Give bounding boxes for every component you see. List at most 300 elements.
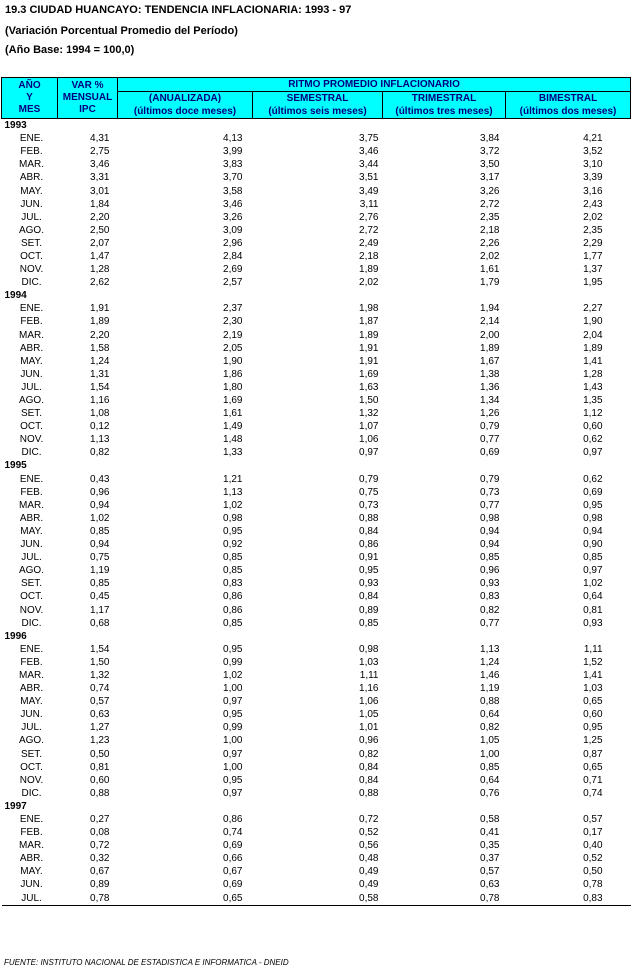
table-header: [2, 78, 631, 119]
semestral-cell: 1,11: [359, 669, 379, 681]
trimestral-cell: 0,69: [480, 447, 500, 459]
trimestral-cell: 2,18: [480, 224, 500, 236]
trimestral-cell: 2,26: [480, 237, 500, 249]
trimestral-cell: 2,00: [480, 329, 500, 341]
monthly-var-cell: 0,78: [58, 892, 118, 906]
semestral-cell: 1,91: [359, 342, 379, 354]
trimestral-cell: 0,63: [480, 879, 500, 891]
trimestral-cell: 0,76: [480, 787, 500, 799]
table-row: [2, 734, 631, 747]
monthly-var-cell: 2,20: [90, 211, 110, 223]
table-row: [2, 342, 631, 355]
month-cell: DIC.: [21, 277, 42, 289]
semestral-cell: 0,84: [359, 761, 379, 773]
trimestral-cell: 1,89: [480, 342, 500, 354]
monthly-var-cell: 0,85: [90, 578, 110, 590]
semestral-cell: 0,73: [359, 499, 379, 511]
table-row: [2, 446, 631, 459]
month-cell: AGO.: [18, 224, 44, 236]
trimestral-cell: 3,84: [480, 133, 500, 145]
table-row: [2, 695, 631, 708]
annualized-cell: 0,97: [223, 748, 243, 760]
trimestral-cell: 0,79: [480, 421, 500, 433]
trimestral-cell: 0,57: [480, 866, 500, 878]
table-row: [2, 420, 631, 433]
month-cell: AGO.: [18, 565, 44, 577]
bimestral-cell: 0,60: [583, 421, 603, 433]
month-cell: ABR.: [19, 512, 44, 524]
trimestral-cell: 0,37: [480, 853, 500, 865]
annualized-cell: 1,13: [223, 486, 243, 498]
annualized-cell: 4,13: [223, 133, 243, 145]
table-row: [2, 145, 631, 158]
table-row: [2, 577, 631, 590]
annualized-cell: 0,69: [223, 879, 243, 891]
month-cell: AGO.: [18, 735, 44, 747]
semestral-cell: 0,97: [359, 447, 379, 459]
month-cell: MAY.: [20, 866, 43, 878]
month-cell: JUN.: [20, 368, 43, 380]
monthly-var-cell: 1,02: [90, 512, 110, 524]
table-row: [2, 708, 631, 721]
header-line: IPC: [79, 104, 96, 115]
table-row: [2, 329, 631, 342]
trimestral-cell: 0,98: [480, 512, 500, 524]
semestral-cell: 1,98: [359, 303, 379, 315]
trimestral-cell: 0,88: [480, 696, 500, 708]
monthly-var-cell: 1,27: [90, 722, 110, 734]
semestral-cell: 1,89: [359, 329, 379, 341]
annualized-cell: 0,92: [223, 539, 243, 551]
annualized-cell: 0,65: [118, 892, 253, 906]
monthly-var-cell: 0,32: [90, 853, 110, 865]
semestral-cell: 1,89: [359, 264, 379, 276]
bimestral-cell: 1,25: [583, 735, 603, 747]
monthly-var-cell: 1,28: [90, 264, 110, 276]
month-cell: JUL.: [21, 381, 42, 393]
trimestral-cell: 0,77: [480, 434, 500, 446]
monthly-var-cell: 1,13: [90, 434, 110, 446]
table-row: [2, 721, 631, 734]
trimestral-cell: 3,17: [480, 172, 500, 184]
trimestral-cell: 0,73: [480, 486, 500, 498]
monthly-var-cell: 0,45: [90, 591, 110, 603]
trimestral-cell: 3,72: [480, 146, 500, 158]
semestral-cell: 2,76: [359, 211, 379, 223]
trimestral-cell: 1,79: [480, 277, 500, 289]
month-cell: MAR.: [19, 840, 44, 852]
annualized-cell: 2,57: [223, 277, 243, 289]
month-cell: JUL.: [2, 892, 58, 906]
monthly-var-cell: 0,50: [90, 748, 110, 760]
annualized-cell: 3,09: [223, 224, 243, 236]
trimestral-cell: 3,26: [480, 185, 500, 197]
month-cell: ABR.: [19, 853, 44, 865]
semestral-cell: 1,16: [359, 683, 379, 695]
trimestral-cell: 2,14: [480, 316, 500, 328]
semestral-cell: 0,96: [359, 735, 379, 747]
annualized-cell: 0,69: [223, 840, 243, 852]
bimestral-cell: 1,12: [583, 408, 603, 420]
table-row: [2, 171, 631, 184]
year-label: 1993: [4, 120, 27, 132]
trimestral-cell: 1,13: [480, 643, 500, 655]
table-row: [2, 603, 631, 616]
monthly-var-cell: 0,96: [90, 486, 110, 498]
month-cell: DIC.: [21, 617, 42, 629]
annualized-cell: 0,67: [223, 866, 243, 878]
month-cell: MAY.: [20, 696, 43, 708]
month-cell: OCT.: [20, 591, 43, 603]
header-line: AÑO: [18, 80, 41, 91]
monthly-var-cell: 1,50: [90, 656, 110, 668]
table-title: 19.3 CIUDAD HUANCAYO: TENDENCIA INFLACIONARIA: 1993 - 97: [5, 4, 352, 16]
semestral-cell: 0,84: [359, 774, 379, 786]
annualized-cell: 1,80: [223, 381, 243, 393]
annualized-cell: 1,48: [223, 434, 243, 446]
bimestral-cell: 2,04: [583, 329, 603, 341]
semestral-cell: 1,03: [359, 656, 379, 668]
monthly-var-cell: 0,43: [90, 473, 110, 485]
monthly-var-cell: 1,32: [90, 669, 110, 681]
bimestral-cell: 2,43: [583, 198, 603, 210]
header-line: Y: [26, 92, 33, 103]
semestral-cell: 0,88: [359, 512, 379, 524]
trimestral-cell: 0,41: [480, 827, 500, 839]
bimestral-cell: 0,97: [583, 565, 603, 577]
annualized-cell: 0,99: [223, 722, 243, 734]
annualized-cell: 1,02: [223, 669, 243, 681]
header-line: VAR %: [71, 80, 104, 91]
trimestral-cell: 1,61: [480, 264, 500, 276]
trimestral-cell: 2,72: [480, 198, 500, 210]
table-row: [2, 184, 631, 197]
bimestral-cell: 3,52: [583, 146, 603, 158]
trimestral-cell: 1,19: [480, 683, 500, 695]
monthly-var-cell: 1,24: [90, 355, 110, 367]
trimestral-cell: 0,85: [480, 761, 500, 773]
trimestral-cell: 1,38: [480, 368, 500, 380]
monthly-var-cell: 0,72: [90, 840, 110, 852]
table-row: [2, 774, 631, 787]
month-cell: FEB.: [20, 656, 43, 668]
annualized-cell: 1,61: [223, 408, 243, 420]
year-label: 1994: [4, 290, 27, 302]
month-cell: SET.: [20, 748, 43, 760]
header-group-rhythm: RITMO PROMEDIO INFLACIONARIO: [118, 78, 631, 92]
annualized-cell: 1,49: [223, 421, 243, 433]
annualized-cell: 2,37: [223, 303, 243, 315]
table-row: [2, 263, 631, 276]
month-cell: ABR.: [19, 683, 44, 695]
semestral-cell: 0,91: [359, 552, 379, 564]
trimestral-cell: 1,36: [480, 381, 500, 393]
bimestral-cell: 3,10: [583, 159, 603, 171]
semestral-cell: 0,95: [359, 565, 379, 577]
monthly-var-cell: 4,31: [90, 133, 110, 145]
month-cell: AGO.: [18, 395, 44, 407]
month-cell: MAY.: [20, 355, 43, 367]
monthly-var-cell: 0,82: [90, 447, 110, 459]
trimestral-cell: 0,64: [480, 709, 500, 721]
annualized-cell: 0,99: [223, 656, 243, 668]
header-bimestral-note: (últimos dos meses): [506, 105, 631, 119]
bimestral-cell: 1,41: [583, 355, 603, 367]
annualized-cell: 3,58: [223, 185, 243, 197]
month-cell: JUN.: [20, 879, 43, 891]
month-cell: JUL.: [21, 552, 42, 564]
month-cell: ENE.: [19, 473, 44, 485]
bimestral-cell: 0,81: [583, 604, 603, 616]
bimestral-cell: 1,35: [583, 395, 603, 407]
bimestral-cell: 0,90: [583, 539, 603, 551]
table-row: [2, 590, 631, 603]
monthly-var-cell: 2,20: [90, 329, 110, 341]
bimestral-cell: 1,52: [583, 656, 603, 668]
monthly-var-cell: 0,74: [90, 683, 110, 695]
semestral-cell: 1,87: [359, 316, 379, 328]
bimestral-cell: 0,57: [583, 814, 603, 826]
monthly-var-cell: 1,17: [90, 604, 110, 616]
semestral-cell: 0,82: [359, 748, 379, 760]
trimestral-cell: 0,94: [480, 525, 500, 537]
table-row: [2, 525, 631, 538]
monthly-var-cell: 1,31: [90, 368, 110, 380]
bimestral-cell: 0,83: [506, 892, 631, 906]
trimestral-cell: 1,94: [480, 303, 500, 315]
annualized-cell: 0,95: [223, 643, 243, 655]
bimestral-cell: 0,62: [583, 473, 603, 485]
semestral-cell: 3,75: [359, 133, 379, 145]
header-semestral: SEMESTRAL: [253, 92, 383, 106]
monthly-var-cell: 1,91: [90, 303, 110, 315]
semestral-cell: 0,85: [359, 617, 379, 629]
semestral-cell: 1,32: [359, 408, 379, 420]
monthly-var-cell: 0,67: [90, 866, 110, 878]
semestral-cell: 1,91: [359, 355, 379, 367]
annualized-cell: 0,97: [223, 787, 243, 799]
semestral-cell: 1,63: [359, 381, 379, 393]
table-row: [2, 368, 631, 381]
monthly-var-cell: 0,75: [90, 552, 110, 564]
bimestral-cell: 0,97: [583, 447, 603, 459]
year-label: 1996: [4, 630, 27, 642]
bimestral-cell: 0,98: [583, 512, 603, 524]
bimestral-cell: 2,29: [583, 237, 603, 249]
header-bimestral: BIMESTRAL: [506, 92, 631, 106]
annualized-cell: 3,46: [223, 198, 243, 210]
semestral-cell: 0,86: [359, 539, 379, 551]
monthly-var-cell: 1,23: [90, 735, 110, 747]
trimestral-cell: 1,26: [480, 408, 500, 420]
month-cell: OCT.: [20, 421, 43, 433]
table-row: [2, 250, 631, 263]
header-annualized-note: (últimos doce meses): [118, 105, 253, 119]
monthly-var-cell: 0,57: [90, 696, 110, 708]
table-row: [2, 433, 631, 446]
annualized-cell: 0,86: [223, 604, 243, 616]
bimestral-cell: 1,77: [583, 250, 603, 262]
bimestral-cell: 1,02: [583, 578, 603, 590]
trimestral-cell: 0,82: [480, 604, 500, 616]
semestral-cell: 0,48: [359, 853, 379, 865]
trimestral-cell: 2,35: [480, 211, 500, 223]
bimestral-cell: 2,02: [583, 211, 603, 223]
table-row: [2, 158, 631, 171]
table-row: [2, 512, 631, 525]
table-row: [2, 132, 631, 145]
semestral-cell: 1,50: [359, 395, 379, 407]
table-row: [2, 643, 631, 656]
semestral-cell: 1,06: [359, 696, 379, 708]
table-row: [2, 394, 631, 407]
trimestral-cell: 0,77: [480, 499, 500, 511]
table-row: [2, 865, 631, 878]
month-cell: ENE.: [19, 303, 44, 315]
monthly-var-cell: 1,89: [90, 316, 110, 328]
table-row: [2, 892, 631, 906]
monthly-var-cell: 1,16: [90, 395, 110, 407]
monthly-var-cell: 2,07: [90, 237, 110, 249]
table-row: [2, 669, 631, 682]
table-row: [2, 878, 631, 891]
header-trimestral: TRIMESTRAL: [383, 92, 506, 106]
month-cell: ABR.: [19, 172, 44, 184]
month-cell: FEB.: [20, 827, 43, 839]
trimestral-cell: 2,02: [480, 250, 500, 262]
trimestral-cell: 1,34: [480, 395, 500, 407]
monthly-var-cell: 0,89: [90, 879, 110, 891]
monthly-var-cell: 2,62: [90, 277, 110, 289]
semestral-cell: 0,84: [359, 525, 379, 537]
bimestral-cell: 0,74: [583, 787, 603, 799]
semestral-cell: 0,93: [359, 578, 379, 590]
semestral-cell: 0,49: [359, 866, 379, 878]
trimestral-cell: 0,85: [480, 552, 500, 564]
year-label: 1997: [4, 800, 27, 812]
month-cell: ABR.: [19, 342, 44, 354]
trimestral-cell: 3,50: [480, 159, 500, 171]
table-row: [2, 198, 631, 211]
annualized-cell: 1,00: [223, 683, 243, 695]
table-row: [2, 315, 631, 328]
table-row: [2, 852, 631, 865]
bimestral-cell: 0,60: [583, 709, 603, 721]
semestral-cell: 3,11: [359, 198, 379, 210]
bimestral-cell: 1,90: [583, 316, 603, 328]
monthly-var-cell: 0,08: [90, 827, 110, 839]
trimestral-cell: 0,96: [480, 565, 500, 577]
year-row: [2, 459, 631, 472]
month-cell: ENE.: [19, 814, 44, 826]
semestral-cell: 1,01: [359, 722, 379, 734]
annualized-cell: 0,95: [223, 709, 243, 721]
annualized-cell: 1,00: [223, 735, 243, 747]
monthly-var-cell: 0,27: [90, 814, 110, 826]
bimestral-cell: 0,40: [583, 840, 603, 852]
annualized-cell: 3,99: [223, 146, 243, 158]
bimestral-cell: 0,62: [583, 434, 603, 446]
bimestral-cell: 0,65: [583, 696, 603, 708]
table-row: [2, 617, 631, 630]
month-cell: MAR.: [19, 499, 44, 511]
trimestral-cell: 0,78: [383, 892, 506, 906]
bimestral-cell: 0,85: [583, 552, 603, 564]
base-year-note: (Año Base: 1994 = 100,0): [5, 44, 135, 56]
table-row: [2, 355, 631, 368]
annualized-cell: 0,83: [223, 578, 243, 590]
trimestral-cell: 0,83: [480, 591, 500, 603]
trimestral-cell: 1,46: [480, 669, 500, 681]
semestral-cell: 0,89: [359, 604, 379, 616]
trimestral-cell: 1,24: [480, 656, 500, 668]
bimestral-cell: 1,28: [583, 368, 603, 380]
trimestral-cell: 1,67: [480, 355, 500, 367]
month-cell: DIC.: [21, 787, 42, 799]
table-row: [2, 787, 631, 800]
annualized-cell: 0,66: [223, 853, 243, 865]
semestral-cell: 0,52: [359, 827, 379, 839]
month-cell: OCT.: [20, 761, 43, 773]
monthly-var-cell: 1,54: [90, 643, 110, 655]
month-cell: FEB.: [20, 486, 43, 498]
month-cell: SET.: [20, 408, 43, 420]
semestral-cell: 0,75: [359, 486, 379, 498]
month-cell: NOV.: [19, 264, 44, 276]
bimestral-cell: 0,65: [583, 761, 603, 773]
semestral-cell: 1,05: [359, 709, 379, 721]
semestral-cell: 2,49: [359, 237, 379, 249]
bimestral-cell: 0,87: [583, 748, 603, 760]
bimestral-cell: 4,21: [583, 133, 603, 145]
annualized-cell: 0,98: [223, 512, 243, 524]
month-cell: FEB.: [20, 146, 43, 158]
month-cell: NOV.: [19, 774, 44, 786]
trimestral-cell: 0,35: [480, 840, 500, 852]
monthly-var-cell: 1,47: [90, 250, 110, 262]
monthly-var-cell: 0,88: [90, 787, 110, 799]
annualized-cell: 2,19: [223, 329, 243, 341]
bimestral-cell: 0,17: [583, 827, 603, 839]
annualized-cell: 2,96: [223, 237, 243, 249]
table-row: [2, 211, 631, 224]
bimestral-cell: 0,71: [583, 774, 603, 786]
trimestral-cell: 0,77: [480, 617, 500, 629]
semestral-cell: 0,56: [359, 840, 379, 852]
month-cell: MAR.: [19, 159, 44, 171]
bimestral-cell: 3,16: [583, 185, 603, 197]
month-cell: MAY.: [20, 185, 43, 197]
month-cell: DIC.: [21, 447, 42, 459]
bimestral-cell: 1,89: [583, 342, 603, 354]
semestral-cell: 2,02: [359, 277, 379, 289]
trimestral-cell: 0,94: [480, 539, 500, 551]
month-cell: JUL.: [21, 722, 42, 734]
monthly-var-cell: 1,84: [90, 198, 110, 210]
bimestral-cell: 1,11: [583, 643, 603, 655]
bimestral-cell: 0,94: [583, 525, 603, 537]
month-cell: JUN.: [20, 198, 43, 210]
annualized-cell: 1,86: [223, 368, 243, 380]
semestral-cell: 1,69: [359, 368, 379, 380]
monthly-var-cell: 1,08: [90, 408, 110, 420]
annualized-cell: 1,69: [223, 395, 243, 407]
monthly-var-cell: 1,58: [90, 342, 110, 354]
annualized-cell: 0,86: [223, 814, 243, 826]
table-row: [2, 656, 631, 669]
trimestral-cell: 1,00: [480, 748, 500, 760]
bimestral-cell: 0,78: [583, 879, 603, 891]
